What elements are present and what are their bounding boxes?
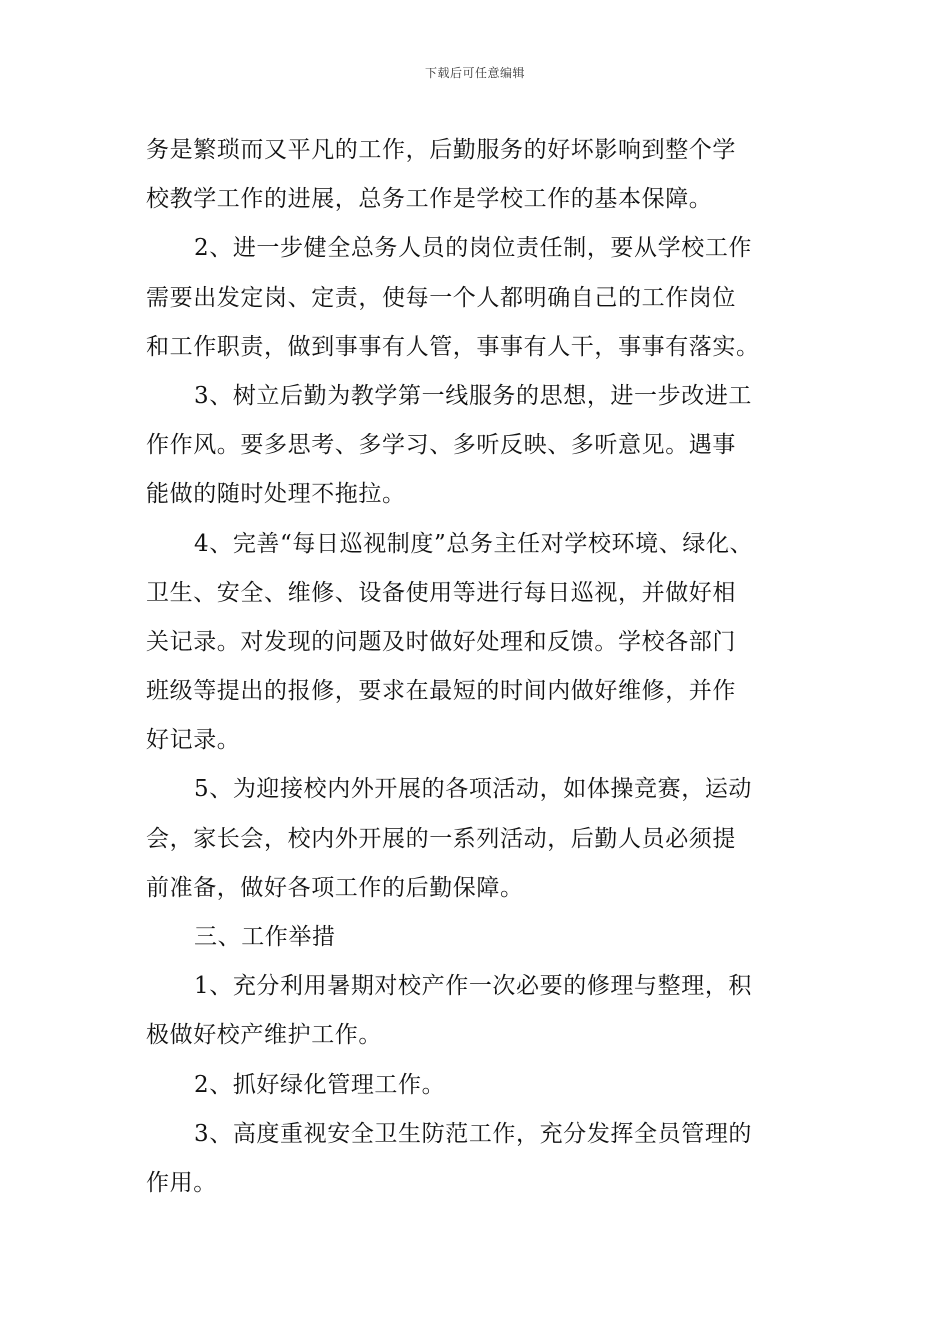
text-line: 4、完善“每日巡视制度”总务主任对学校环境、绿化、	[194, 530, 754, 557]
text-line: 极做好校产维护工作。	[146, 1022, 382, 1049]
text-line: 需要出发定岗、定责，使每一个人都明确自己的工作岗位	[146, 284, 736, 311]
text-line: 3、高度重视安全卫生防范工作，充分发挥全员管理的	[194, 1120, 753, 1147]
text-line: 3、树立后勤为教学第一线服务的思想，进一步改进工	[194, 382, 753, 409]
text-line: 校教学工作的进展，总务工作是学校工作的基本保障。	[146, 186, 713, 213]
text-line: 5、为迎接校内外开展的各项活动，如体操竞赛，运动	[194, 776, 753, 803]
text-line: 前准备，做好各项工作的后勤保障。	[146, 874, 524, 901]
text-line: 能做的随时处理不拖拉。	[146, 481, 406, 508]
text-line: 作用。	[146, 1169, 217, 1196]
text-line: 好记录。	[146, 727, 241, 754]
document-body	[146, 126, 808, 1208]
text-line: 2、抓好绿化管理工作。	[194, 1071, 446, 1098]
text-line: 三、工作举措	[194, 924, 336, 950]
text-line: 卫生、安全、维修、设备使用等进行每日巡视，并做好相	[146, 579, 736, 606]
text-line: 作作风。要多思考、多学习、多听反映、多听意见。遇事	[146, 432, 736, 459]
text-line: 2、进一步健全总务人员的岗位责任制，要从学校工作	[194, 235, 753, 262]
header-note: 下载后可任意编辑	[424, 66, 525, 80]
text-line: 务是繁琐而又平凡的工作，后勤服务的好坏影响到整个学	[146, 137, 736, 163]
text-line: 和工作职责，做到事事有人管，事事有人干，事事有落实。	[146, 333, 760, 360]
text-line: 会，家长会，校内外开展的一系列活动，后勤人员必须提	[146, 825, 736, 852]
text-line: 班级等提出的报修，要求在最短的时间内做好维修，并作	[146, 678, 736, 705]
text-line: 关记录。对发现的问题及时做好处理和反馈。学校各部门	[146, 628, 736, 655]
text-line: 1、充分利用暑期对校产作一次必要的修理与整理，积	[194, 973, 753, 1000]
